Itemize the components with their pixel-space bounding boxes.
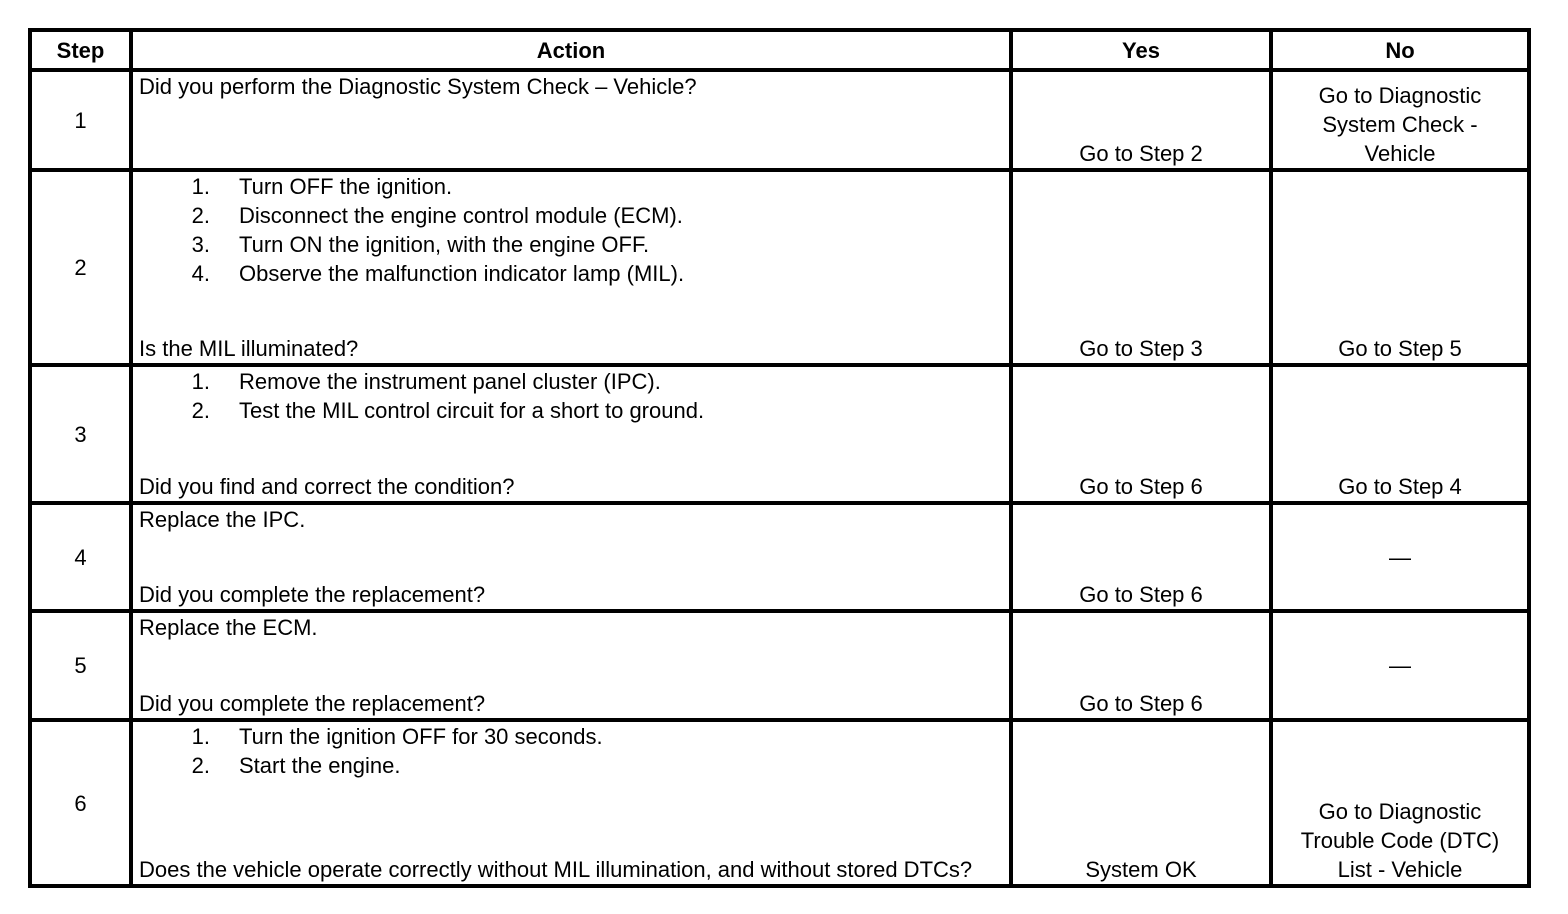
step-number: 3 xyxy=(32,365,131,503)
substep-item: 1. Turn OFF the ignition. xyxy=(191,174,453,199)
action-cell xyxy=(131,503,1011,611)
action-text: Replace the IPC. xyxy=(139,507,306,532)
step-number: 5 xyxy=(32,611,131,720)
action-question: Did you find and correct the condition? xyxy=(139,474,515,499)
no-result: Go to Step 4 xyxy=(1271,365,1527,503)
substep-item: 2. Disconnect the engine control module (ECM). xyxy=(191,203,683,228)
step-number: 1 xyxy=(32,70,131,170)
action-cell xyxy=(131,70,1011,170)
header-action: Action xyxy=(131,32,1011,70)
substep-item: 1. Remove the instrument panel cluster (IPC). xyxy=(191,369,661,394)
header-no: No xyxy=(1271,32,1527,70)
substep-list xyxy=(139,722,1003,780)
no-result: — xyxy=(1271,503,1527,611)
step-number: 4 xyxy=(32,503,131,611)
table-row xyxy=(32,720,1527,884)
header-yes: Yes xyxy=(1011,32,1271,70)
no-result: — xyxy=(1271,611,1527,720)
substep-list xyxy=(139,367,1003,425)
action-text: Did you perform the Diagnostic System Check – Vehicle? xyxy=(139,74,697,99)
step-number: 6 xyxy=(32,720,131,884)
yes-result: System OK xyxy=(1011,720,1271,884)
table-row xyxy=(32,170,1527,365)
diagnostic-table xyxy=(32,32,1527,884)
substep-item: 2. Start the engine. xyxy=(191,753,401,778)
table-row xyxy=(32,503,1527,611)
yes-result: Go to Step 6 xyxy=(1011,503,1271,611)
action-text: Replace the ECM. xyxy=(139,615,318,640)
yes-result: Go to Step 6 xyxy=(1011,611,1271,720)
yes-result: Go to Step 6 xyxy=(1011,365,1271,503)
no-result: Go to Diagnostic Trouble Code (DTC) List - Vehicle xyxy=(1271,720,1527,884)
substep-item: 4. Observe the malfunction indicator lamp (MIL). xyxy=(191,261,685,286)
action-question: Does the vehicle operate correctly without MIL illumination, and without stored DTCs? xyxy=(139,857,973,882)
substep-item: 2. Test the MIL control circuit for a short to ground. xyxy=(191,398,705,423)
action-question: Did you complete the replacement? xyxy=(139,582,486,607)
header-step: Step xyxy=(32,32,131,70)
action-cell xyxy=(131,611,1011,720)
yes-result: Go to Step 3 xyxy=(1011,170,1271,365)
table-row xyxy=(32,365,1527,503)
header-row xyxy=(32,32,1527,70)
substep-item: 3. Turn ON the ignition, with the engine OFF. xyxy=(191,232,650,257)
action-cell xyxy=(131,170,1011,365)
action-cell xyxy=(131,720,1011,884)
table-row xyxy=(32,70,1527,170)
substep-item: 1. Turn the ignition OFF for 30 seconds. xyxy=(191,724,603,749)
action-cell xyxy=(131,365,1011,503)
no-result: Go to Diagnostic System Check - Vehicle xyxy=(1271,70,1527,170)
substep-list xyxy=(139,172,1003,288)
no-result: Go to Step 5 xyxy=(1271,170,1527,365)
action-question: Is the MIL illuminated? xyxy=(139,336,359,361)
table-row xyxy=(32,611,1527,720)
yes-result: Go to Step 2 xyxy=(1011,70,1271,170)
diagnostic-table-frame xyxy=(28,28,1531,888)
action-question: Did you complete the replacement? xyxy=(139,691,486,716)
step-number: 2 xyxy=(32,170,131,365)
